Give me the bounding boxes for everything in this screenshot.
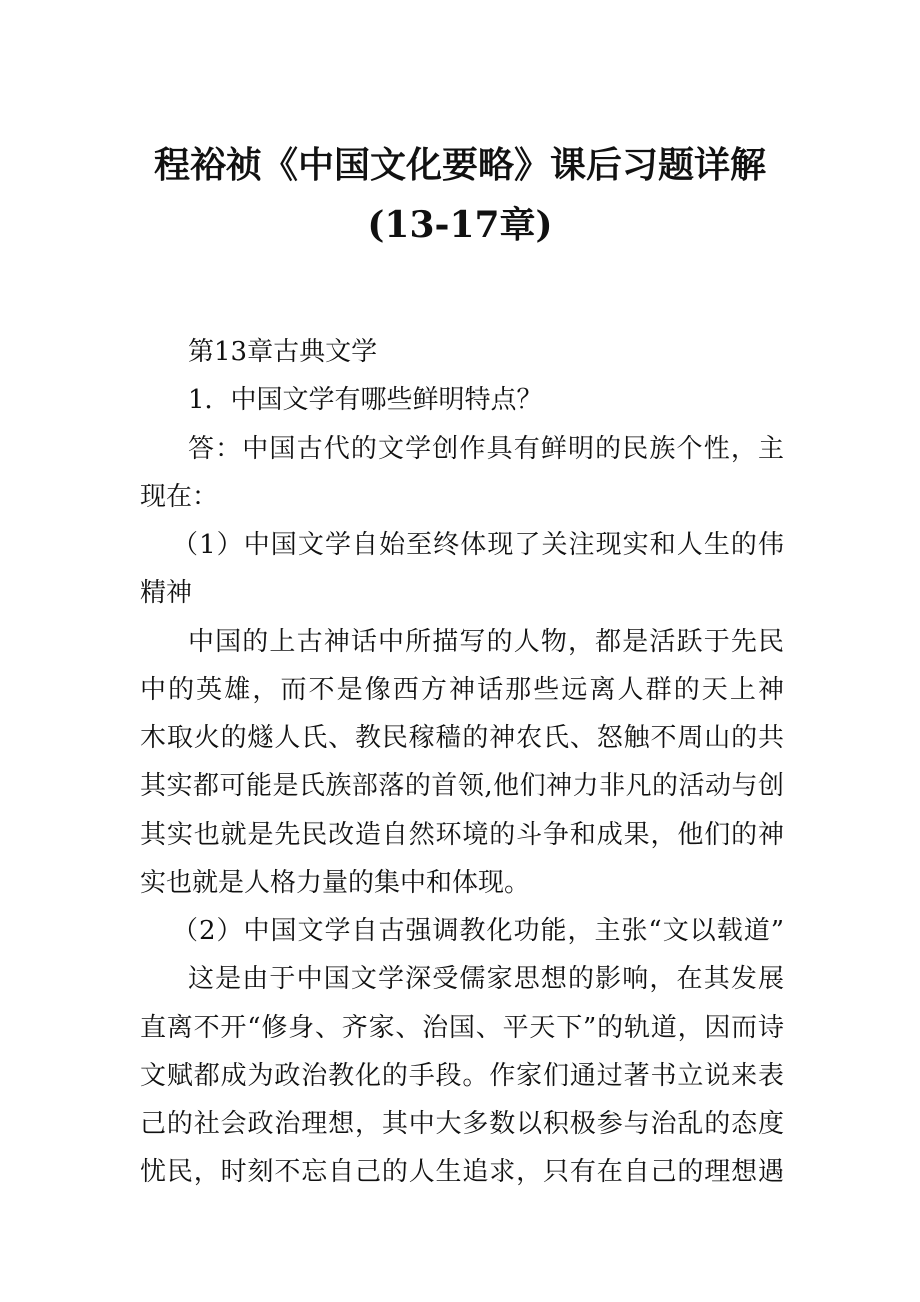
question-1: 1．中国文学有哪些鲜明特点？ (188, 385, 543, 416)
paragraph-line: 文赋都成为政治教化的手段。作家们通过著书立说来表 (140, 1060, 784, 1091)
document-body (140, 328, 784, 1197)
answer-text: 答：中国古代的文学创作具有鲜明的民族个性，主 (188, 433, 784, 464)
paragraph-line: 忧民，时刻不忘自己的人生追求，只有在自己的理想遇 (140, 1157, 784, 1188)
point-2-heading: （2）中国文学自古强调教化功能，主张“文以载道” (172, 916, 784, 946)
point-1-heading: （1）中国文学自始至终体现了关注现实和人生的伟 (172, 530, 784, 560)
document-title: 程裕祯《中国文化要略》课后习题详解 (153, 144, 766, 186)
paragraph-line: 实也就是人格力量的集中和体现。 (140, 867, 531, 898)
paragraph-line: 这是由于中国文学深受儒家思想的影响，在其发展 (188, 964, 784, 995)
document-subtitle: (13-17章) (367, 204, 553, 246)
paragraph-line: 其实也就是先民改造自然环境的斗争和成果，他们的神 (140, 819, 784, 850)
chapter-heading: 第13章古典文学 (188, 337, 378, 367)
paragraph-line: 中的英雄，而不是像西方神话那些远离人群的天上神 (140, 674, 784, 705)
paragraph-line: 己的社会政治理想，其中大多数以积极参与治乱的态度 (140, 1109, 784, 1139)
paragraph-line: 中国的上古神话中所描写的人物，都是活跃于先民 (188, 626, 784, 657)
answer-text: 现在： (140, 481, 219, 512)
paragraph-line: 木取火的燧人氏、教民稼穑的神农氏、怒触不周山的共 (140, 723, 784, 753)
paragraph-line: 直离不开“修身、齐家、治国、平天下”的轨道，因而诗 (140, 1012, 784, 1043)
paragraph-line: 其实都可能是氏族部落的首领,他们神力非凡的活动与创 (140, 771, 784, 802)
point-1-heading: 精神 (140, 578, 193, 609)
